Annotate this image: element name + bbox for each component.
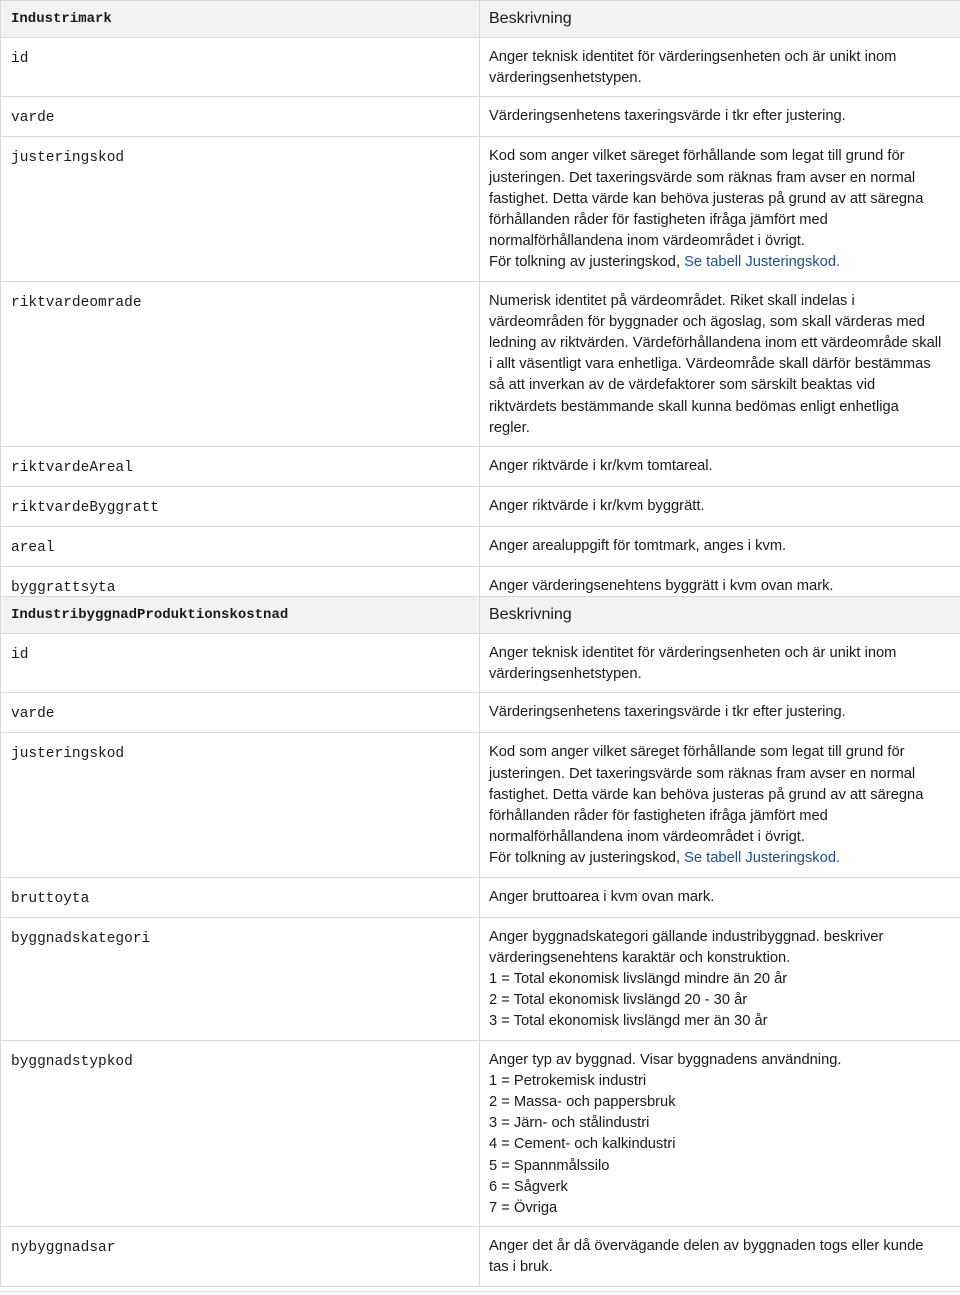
description-line: 3 = Total ekonomisk livslängd mer än 30 år [489,1013,768,1030]
field-description [480,487,960,524]
description-line: så att inverkan av de värdefaktorer som särskilt beaktas vid [489,377,876,394]
field-cell [1,1040,480,1227]
description-cell [480,281,960,446]
description-line: 2 = Massa- och pappersbruk [489,1094,676,1111]
description-line: Anger arealuppgift för tomtmark, anges i kvm. [489,538,787,555]
description-line: Anger typ av byggnad. Visar byggnadens användning. [489,1051,842,1068]
field-cell [1,634,480,693]
description-line: Anger det år då övervägande delen av byggnaden togs eller kunde [489,1238,924,1255]
field-name: justeringskod [11,746,125,763]
field-description [480,38,960,96]
description-line: i allt väsentligt vara enhetliga. Värdeområde skall därför bestämmas [489,356,931,373]
table-row [1,97,960,137]
description-line: 3 = Järn- och stålindustri [489,1115,650,1132]
table-row [1,527,960,567]
field-description [480,733,960,876]
description-cell [480,38,960,97]
description-line: förhållanden råder för fastigheten ifråga jämfört med [489,808,828,825]
field-cell [1,281,480,446]
table-row [1,1227,960,1286]
table-row [1,634,960,693]
field-name: nybyggnadsar [11,1240,116,1257]
field-description [480,634,960,692]
description-line: 2 = Total ekonomisk livslängd 20 - 30 år [489,992,748,1009]
description-line: Anger teknisk identitet för värderingsenheten och är unikt inom [489,49,897,65]
description-line: 7 = Övriga [489,1200,558,1217]
description-line: Kod som anger vilket säreget förhållande som legat till grund för [489,148,905,165]
description-line: ledning av riktvärden. Värdeförhållandena inom ett värdeområde skall [489,335,942,352]
description-cell [480,1040,960,1227]
description-line: Anger byggnadskategori gällande industribyggnad. beskriver [489,928,884,945]
table-row [1,447,960,487]
field-name: byggrattsyta [11,580,116,597]
description-cell [480,693,960,733]
description-line: justeringen. Det taxeringsvärde som räknas fram avser en normal [489,765,916,782]
field-cell [1,917,480,1040]
field-name: riktvardeByggratt [11,500,159,517]
field-cell [1,877,480,917]
description-line: För tolkning av justeringskod, Se tabell Justeringskod. [489,850,841,867]
table-row [1,917,960,1040]
description-cell [480,487,960,527]
field-name: bruttoyta [11,890,90,907]
field-cell [1,693,480,733]
table-name-header: Industrimark [1,1,480,38]
description-cell [480,527,960,567]
description-cell [480,137,960,281]
field-cell [1,487,480,527]
field-description [480,878,960,915]
description-line: Anger teknisk identitet för värderingsenheten och är unikt inom [489,645,897,661]
field-cell [1,1227,480,1286]
description-line: Numerisk identitet på värdeområdet. Riket skall indelas i [489,292,855,309]
field-name: varde [11,706,55,723]
description-line: värderingsenehtens karaktär och konstruktion. [489,949,791,966]
field-name: areal [11,540,55,557]
field-name: justeringskod [11,150,125,167]
industribyggnad-produktionskostnad-table [0,596,960,1287]
industrimark-table [0,0,960,607]
description-line: fastighet. Detta värde kan behöva justeras på grund av att säregna [489,190,924,207]
description-line: normalförhållandena inom värdeområdet i övrigt. [489,829,805,846]
field-description [480,97,960,134]
description-line: 6 = Sågverk [489,1178,568,1195]
description-line: 5 = Spannmålssilo [489,1157,610,1174]
field-description [480,1041,960,1227]
description-line: förhållanden råder för fastigheten ifråga jämfört med [489,212,828,229]
field-description [480,282,960,446]
description-cell [480,733,960,877]
description-cell [480,447,960,487]
description-line: 1 = Petrokemisk industri [489,1072,647,1089]
description-line: Anger värderingsenehtens byggrätt i kvm ovan mark. [489,578,834,595]
field-name: riktvardeomrade [11,294,142,311]
field-description [480,137,960,280]
field-cell [1,733,480,877]
description-line: tas i bruk. [489,1259,553,1276]
description-line: 1 = Total ekonomisk livslängd mindre än 20 år [489,971,788,988]
field-name: byggnadstypkod [11,1053,133,1070]
description-header: Beskrivning [480,1,960,38]
field-name: id [11,51,29,67]
field-description [480,1227,960,1285]
table-row [1,137,960,281]
description-line: riktvärdets bestämmande skall kunna bedömas enligt enhetliga [489,398,899,415]
description-line: Anger bruttoarea i kvm ovan mark. [489,888,715,905]
table-row [1,693,960,733]
justeringskod-link[interactable]: Se tabell Justeringskod. [684,254,841,271]
table-row [1,1040,960,1227]
description-cell [480,97,960,137]
table-row [1,281,960,446]
description-line: Anger riktvärde i kr/kvm tomtareal. [489,458,713,475]
field-name: id [11,647,29,663]
description-line: Kod som anger vilket säreget förhållande som legat till grund för [489,744,905,761]
description-line: Värderingsenhetens taxeringsvärde i tkr efter justering. [489,108,846,125]
description-line: fastighet. Detta värde kan behöva justeras på grund av att säregna [489,786,924,803]
field-description [480,693,960,730]
description-line: värdeområden för byggnader och ägoslag, som skall värderas med [489,313,925,330]
field-name: byggnadskategori [11,930,151,947]
description-line: värderingsenhetstypen. [489,666,642,683]
field-description [480,918,960,1040]
field-cell [1,97,480,137]
field-description [480,527,960,564]
description-header: Beskrivning [480,597,960,634]
field-description [480,447,960,484]
table-row [1,733,960,877]
field-cell [1,137,480,281]
table-row [1,38,960,97]
description-line: normalförhållandena inom värdeområdet i övrigt. [489,233,805,250]
description-cell [480,1227,960,1286]
table-row [1,487,960,527]
justeringskod-link[interactable]: Se tabell Justeringskod. [684,850,841,867]
field-cell [1,38,480,97]
page-divider [0,1291,960,1292]
description-line: regler. [489,419,530,436]
description-cell [480,634,960,693]
field-name: riktvardeAreal [11,460,133,477]
description-line: justeringen. Det taxeringsvärde som räknas fram avser en normal [489,169,916,186]
description-line: För tolkning av justeringskod, Se tabell Justeringskod. [489,254,841,271]
description-line: Värderingsenhetens taxeringsvärde i tkr efter justering. [489,704,846,721]
description-line: Anger riktvärde i kr/kvm byggrätt. [489,498,705,515]
description-cell [480,877,960,917]
description-cell [480,917,960,1040]
table-name-header: IndustribyggnadProduktionskostnad [1,597,480,634]
description-line: värderingsenhetstypen. [489,70,642,87]
field-cell [1,527,480,567]
table-row [1,877,960,917]
description-line: 4 = Cement- och kalkindustri [489,1136,676,1153]
field-name: varde [11,110,55,127]
field-cell [1,447,480,487]
